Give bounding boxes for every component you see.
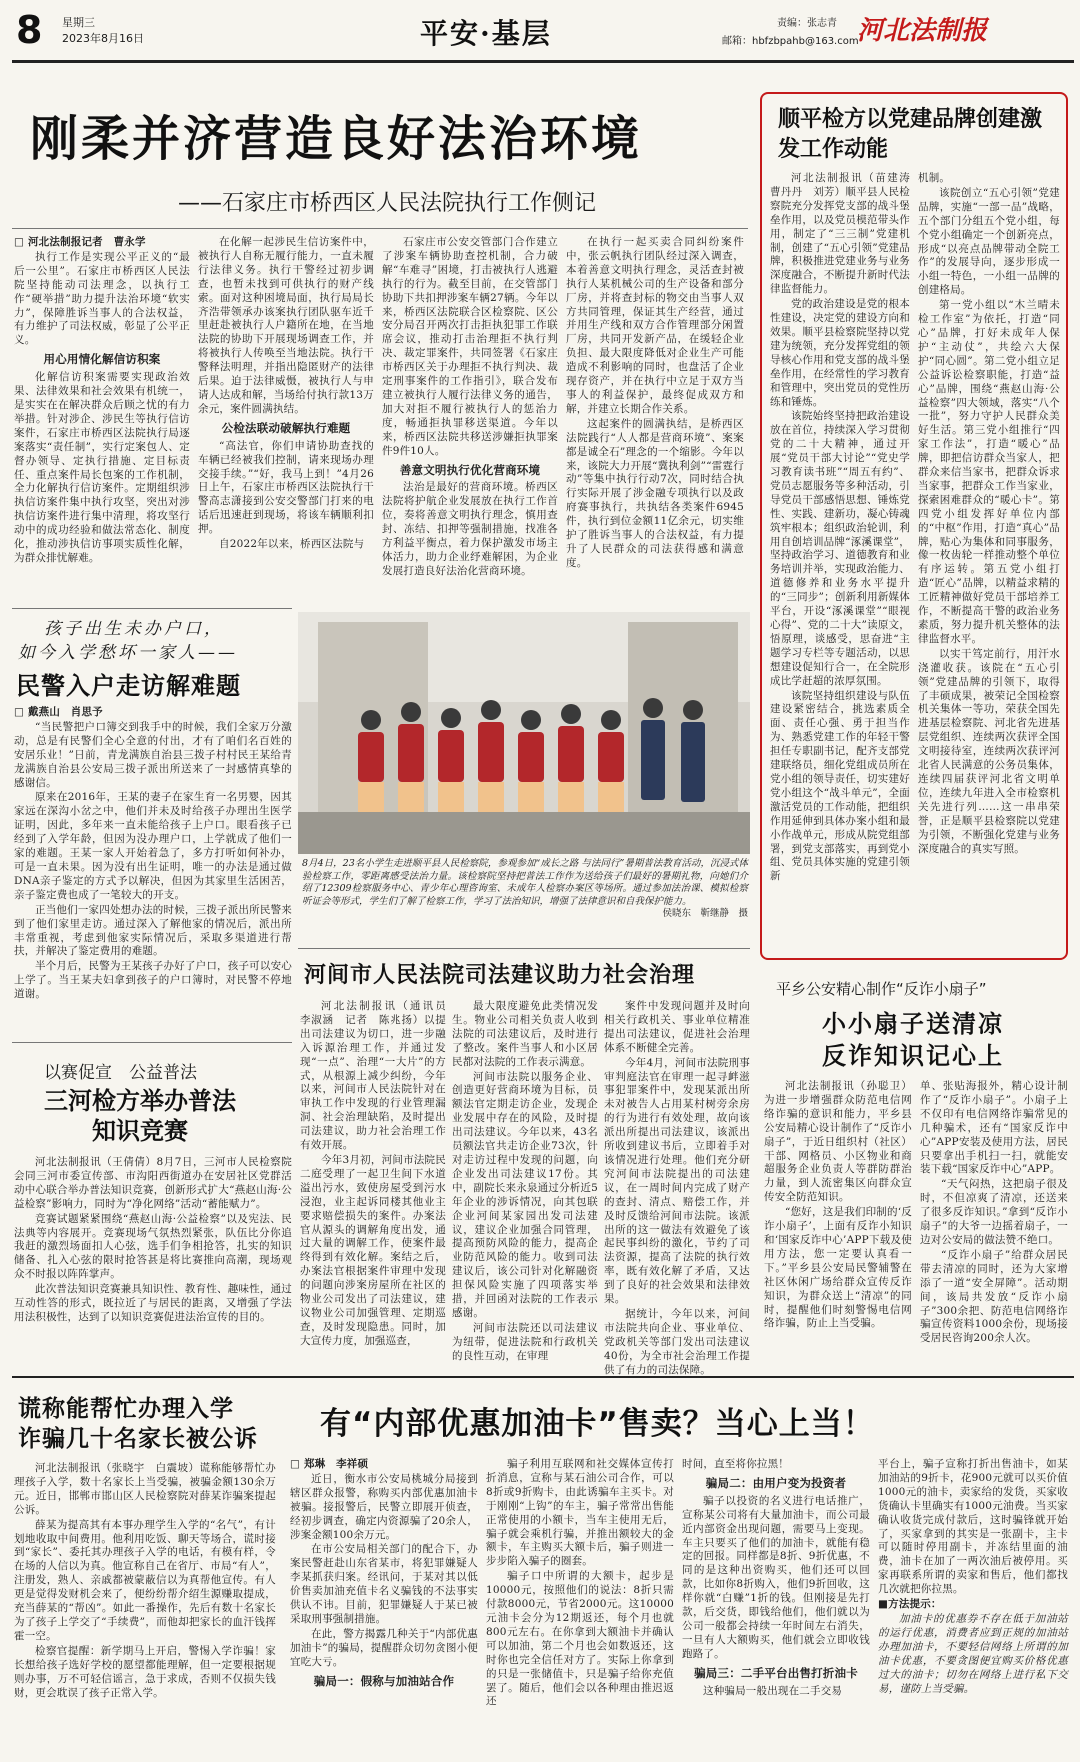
paragraph: 骗子利用互联网和社交媒体宣传打折消息，宣称与某石油公司合作，可以8折或9折购卡，由此诱骗车主买卡。对于刚刚“上钩”的车主，骗子常常出售能正常使用的小额卡，当车主使用无后，骗子就会乘机行骗，并推出额较大的金额卡，车主购买大额卡后，骗子则进一步步陷入骗子的圈套。: [486, 1458, 674, 1568]
paragraph: 在市公安局相关部门的配合下，办案民警赶赴山东省某市，将犯罪嫌疑人李某抓获归案。经讯问，于某对其以低价售卖加油充值卡名义骗钱的不法事实供认不讳。目前，犯罪嫌疑人于某已被采取刑事强制措施。: [290, 1543, 478, 1625]
paragraph: 石家庄市公安交管部门合作建立了涉案车辆协助查控机制，合力破解“车难寻”困境，打击被执行人逃避执行的行为。截至目前，在交管部门协助下共扣押涉案车辆27辆。今年以来，桥西区法院联合区检察院、区公安分局召开两次打击拒执犯罪工作联席会议，推动打击治理拒不执行判决、裁定罪案件，共同签署《石家庄市桥西区关于办理拒不执行判决、裁定刑事案件的工作指引》，联合发布建立被执行人履行法律义务的通告，加大对拒不履行被执行人的惩治力度，畅通拒执罪移送渠道。今年以来，桥西区法院共移送涉嫌拒执罪案件9件10人。: [382, 236, 558, 457]
sanhe-body: [14, 1156, 292, 1370]
fan-kicker: 平乡公安精心制作“反诈小扇子”: [776, 980, 987, 998]
paragraph: 平台上，骗子宣称打折出售油卡，如某加油站的9折卡，花900元就可以买价值1000元的油卡，卖家给的发货，买家收货确认卡里确实有1000元油费。当买家确认收货完成付款后，这时骗锋就开始了，买家拿到的其实是一张副卡，主卡可以随时停用副卡，并冻结里面的油费，油卡在加了一两次油后被停用。买家再联系所谓的卖家和售后，他们都找几次就把你拉黑。: [878, 1458, 1068, 1596]
section-title: 平安·基层: [420, 17, 552, 50]
fan-col-2: [920, 1080, 1068, 1370]
paragraph: 河北法制报讯（张晓宇 白震坡）谎称能够帮忙办理孩子入学，数十名家长上当受骗，被骗金额130余万元。近日，邯郸市邯山区人民检察院对薛某诈骗案提起公诉。: [14, 1462, 276, 1516]
gas-col-1: [290, 1458, 478, 1758]
school-title-2: 诈骗几十名家长被公诉: [18, 1426, 258, 1452]
logo-text: 河北法制报: [857, 16, 988, 46]
divider: [298, 948, 750, 949]
divider: [12, 228, 748, 229]
paragraph: 第一党小组以“木兰晴未检工作室”为依托，打造“同心”品牌，打好未成年人保护“主动仗”，共绘六大保护“同心圆”。第二党小组立足公益诉讼检察职能，打造“益心”品牌，围绕“燕赵山海·公益检察”四大领域，落实“八个一批”，努力守护人民群众美好生活。第三党小组推行“四家工作法”，打造“暖心”品牌，即把信访群众当家人，把群众来信当家书，把群众诉求当家事，把群众工作当家业，探索困难群众的“暖心卡”。第四党小组发挥好单位内部的“中枢”作用，打造“真心”品牌，贴心为集体和同事服务，像一枚齿轮一样推动整个单位有序运转。第五党小组打造“匠心”品牌，以精益求精的工匠精神做好党员干部培养工作，不断提高干警的政治业务素质，努力提升机关整体的法律监督水平。: [918, 299, 1060, 645]
sanhe-title: 三河检方举办普法知识竞赛: [44, 1087, 236, 1145]
paragraph: “您好，这是我们印制的‘反诈小扇子’，上面有反诈小知识和‘国家反诈中心’APP下载及使用方法，您一定要认真看一下。”平乡县公安局民警辅警在社区休闲广场给群众宣传反诈知识，为群众送上“清凉”的同时，提醒他们时刻警惕电信网络诈骗，防止上当受骗。: [764, 1206, 912, 1330]
hejian-col-3: [604, 1000, 750, 1376]
paragraph: 此次普法知识竞赛兼具知识性、教育性、趣味性，通过互动性答的形式，既拉近了与居民的距离，又增强了学法用法积极性，达到了以知识竞赛促进法治宣传的目的。: [14, 1283, 292, 1323]
page-number: 8: [16, 8, 43, 52]
paragraph: “当民警把户口簿交到我手中的时候，我们全家万分激动，总是有民警们全心全意的付出，才有了咱们名百姓的安居乐业！”日前，青龙满族自治县三拨子村村民王某给青龙满族自治县公安局三拨子派出所送来了一封感情真挚的感谢信。: [14, 720, 292, 789]
gas-col-2: [486, 1458, 674, 1758]
hukou-body: [14, 706, 292, 1036]
gas-col-4: [878, 1458, 1068, 1758]
paragraph: 化解信访积案需要实现政治效果、法律效果和社会效果有机统一，是实实在在解决群众后顾之忧的有力举措。针对涉企、涉民生等执行信访案件，石家庄市桥西区法院执行局逐案落实“责任制”，实行定案包人、定督办领导、定执行措施、定目标责任、重点案件局长包案的工作机制，全力化解执行信访案件。定期组织涉执信访案件集中执行攻坚，突出对涉执信访案件进行集中清理，将攻坚行动中的成功经验和做法常态化、制度化，推动涉执信访事项实质性化解，为群众排忧解难。: [14, 371, 190, 564]
paragraph: 半个月后，民警为王某孩子办好了户口，孩子可以安心上学了。当王某夫妇拿到孩子的户口簿时，对民警不停地道谢。: [14, 960, 292, 1001]
paragraph: 该院始终坚持把政治建设放在首位，持续深入学习贯彻党的二十大精神，通过开展“党员干部大讨论”“党史学习教育读书班”“周五有约”、党员志愿服务等多种活动，引导党员干部感悟思想、锤炼党性、实践、建新功，凝心铸魂筑牢根本；组织政治轮训，利用自创培训品牌“涿溪课堂”，坚持政治学习、道德教育和业务培训并举，实现政治能力、道德修养和业务水平提升的“三同步”；创新利用新媒体平台，开设“涿溪课堂”“眼视心得”、党的二十大”读原文，悟原理，谈感受，思奋进“主题学习专栏等专题活动，以思想建设促知行合一，在全院形成比学赶超的浓厚氛围。: [770, 410, 910, 687]
masthead: [12, 8, 1074, 58]
caption-text: 8月4日，23名小学生走进顺平县人民检察院，参观参加“成长之路 与法同行”暑期普法教育活动，沉浸式体验检察工作，零距离感受法治力量。该检察院坚持把普法工作作为送给孩子们最好的暑期礼物，向她们介绍了12309检察服务中心、青少年心理咨询室、未成年人检察办案区等场所。通过参加法治课、模拟检察听证会等形式，学生们了解了检察工作，学习了法治知识，增强了法律意识和自我保护能力。: [302, 858, 748, 907]
paragraph: 河北法制报讯（王倩倩）8月7日，三河市人民检察院会同三河市委宣传部、市沟阳西街道办在安居社区党群活动中心联合举办普法知识竞赛，创新形式扩大“燕赵山海·公益检察”影响力，同时为“净化网络”活动“蓄能赋力”。: [14, 1156, 292, 1210]
paragraph: 机制。: [918, 172, 951, 184]
subheading: 骗局二：由用户变为投资者: [705, 1475, 847, 1490]
subheading: 骗局一：假称与加油站合作: [313, 1673, 455, 1688]
paragraph: 原来在2016年，王某的妻子在家生育一名男婴，因其家远在深沟小岔之中，他们并未及时给孩子办理出生医学证明，因此，多年来一直未能给孩子上户口。眼看孩子已经到了入学年龄，但因为没办理户口，上学就成了他们一家的难题。王某一家人开始着急了，多方打听如何补办，可是一直未果。因为没有出生证明，唯一的办法是通过做DNA亲子鉴定的方式予以解决，但因为其家里生活困苦，亲子鉴定费也成了一笔较大的开支。: [14, 791, 292, 901]
fan-title-2: 反诈知识记心上: [822, 1042, 1004, 1070]
hejian-col-1: [300, 1000, 457, 1370]
paragraph: 检察官提醒：新学期马上开启，警惕入学诈骗！家长想给孩子选好学校的愿望都能理解，但一定要根据规则办事，万不可轻信谣言，急于求成，否则不仅损失钱财，更会耽误了孩子正常入学。: [14, 1644, 276, 1699]
paragraph: 该院创立“五心引领”党建品牌，实施“一部一品”战略，五个部门分组五个党小组，每个党小组确定一个创新亮点，形成“以亮点品牌带动全院工作”的发展导向，逐步形成一小组一特色，一小组一品牌的创建格局。: [918, 186, 1060, 297]
paragraph: 骗子口中所谓的大额卡，起步是10000元，按照他们的说法：8折只需付款8000元，节省2000元。这10000元油卡会分为12期返还，每个月也就800元左右。在你拿到大额油卡并确认可以加油，第二个月也会如数返还，这时你也完全信任对方了。实际上你拿到的只是一张储值卡，只是骗子给你充值罢了。随后，他们会以各种理由推迟返还: [486, 1570, 674, 1708]
shunping-col-1: [770, 172, 921, 954]
paragraph: 单、张贴海报外，精心设计制作了“反诈小扇子”。小扇子上不仅印有电信网络诈骗常见的几种骗术，还有“国家反诈中心”APP安装及使用方法，居民只要拿出手机扫一扫，就能安装下载“国家反诈中心”APP。: [920, 1080, 1068, 1176]
hukou-kicker-1: 孩子出生未办户口，: [44, 619, 224, 639]
divider: [12, 608, 292, 609]
hejian-title: 河间市人民法院司法建议助力社会治理: [304, 963, 696, 988]
paragraph: 党的政治建设是党的根本性建设，决定党的建设方向和效果。顺平县检察院坚持以党建为统领，充分发挥党组的领导核心作用和党支部的战斗堡垒作用，在经常性的学习教育和管理中，突出党员的党性历练和锤炼。: [770, 298, 910, 408]
paragraph: 法治是最好的营商环境。桥西区法院将护航企业发展放在执行工作首位，奏将善意文明执行理念，慎用查封、冻结、扣押等强制措施，找准各方利益平衡点，着力保护激发市场主体活力，助力企业纾难解困，为企业发展打造良好法治化营商环境。: [382, 481, 558, 577]
news-photo: [298, 612, 750, 854]
gas-title: 有“内部优惠加油卡”售卖？当心上当！: [320, 1406, 875, 1442]
tips-heading: ■方法提示：: [878, 1598, 942, 1611]
masthead-rule: [12, 60, 1074, 63]
bottom-rule: [12, 1376, 1074, 1378]
divider: [12, 1042, 292, 1043]
paragraph: 薛某为提高其有本事办理学生入学的“名气”，有计划地收取中间费用。他利用吃饭、聊天等场合，谎时接到“家长”、委托其办理孩子入学的电话，有模有样，令在场的人信以为真。他宣称自己在省厅、市局“有人”，注册发，熟人、亲戚都被蒙蔽信以为真帮他宣传。有人更是觉得发财机会来了，便纷纷帮介绍生源赚取提成，充当薛某的“帮凶”。如此一番操作，先后有数十名家长为了孩子上学交了“手续费”，而他却把家长的血汗钱挥霍一空。: [14, 1518, 276, 1642]
paragraph: 在化解一起涉民生信访案件中，被执行人自称无履行能力，一直未履行法律义务。执行干警经过初步调查，也暂未找到可供执行的财产线索。面对这种困境局面，执行局局长齐浩带领承办该案执行团队驱车近千里赶赴被执行人户籍所在地，在当地法院的协助下开展现场调查工作，并将被执行人传唤至当地法院。执行干警释法明理，并指出隐匿财产的法律后果。迫于法律威慑，被执行人与申请人达成和解，当场给付执行款13万余元，案件圆满执结。: [198, 236, 374, 415]
paragraph: 以实干笃定前行，用汗水浇灌收获。该院在“五心引领”党建品牌的引领下，取得了丰硕成果，被荣记全国检察机关集体一等功，荣获全国先进基层检察院、河北省先进基层党组织、连续两次获评全国文明接待室，连续两次获评河北省人民满意的公务员集体，连续四届获评河北省文明单位，连续九年进入全市检察机关先进行列……这一串串荣誉，正是顺平县检察院以党建为引领，不断强化党建与业务深度融合的真实写照。: [918, 647, 1060, 855]
lead-col-3: [382, 236, 558, 602]
subheading: 骗局三：二手平台出售打折油卡: [694, 1665, 858, 1680]
paragraph: 案件中发现问题并及时向相关行政机关、事业单位精准提出司法建议，促进社会治理体系不断健全完善。: [604, 1000, 750, 1054]
newspaper-logo: [857, 10, 1072, 48]
lead-col-4: [566, 236, 744, 602]
paragraph: 骗子以投资的名义进行电话推广，宣称某公司将有大量加油卡，而公司最近内部资金出现问题，需要马上变现。车主只要买了他们的加油卡，就能有稳定的回报。同样都是8折、9折优惠，不同的是这种出资购买，他们还可以回款，比如你8折购入，他们9折回收，这样你就“白赚”1折的钱。但刚接是先打款，后交货，即钱给他们，他们就以为公司一般都会持续一年时间左右消失，一旦有人大额购买，他们就会立即收钱跑路了。: [682, 1494, 870, 1660]
fan-col-1: [764, 1080, 912, 1370]
school-body: [14, 1462, 276, 1758]
fan-title-1: 小小扇子送清凉: [822, 1010, 1004, 1038]
lead-title: 刚柔并济营造良好法治环境: [30, 111, 643, 167]
photo-caption: [302, 858, 748, 932]
lead-col-1: [14, 236, 190, 602]
paragraph: 在执行一起买卖合同纠纷案件中，张云帆执行团队经过深入调查，本着善意文明执行理念，灵活查封被执行人某机械公司的生产设备和部分厂房，并将查封标的物交由当事人双方共同管理，保证其生产经营，通过并用生产线和双方合作管理部分闲置厂房，共同开发新产品，在缓轻企业负担、最大限度降低对企业生产可能造成不利影响的同时，也盘活了企业现存资产，并在执行中立足于双方当事人的利益保护，最终促成双方和解，并建立长期合作关系。: [566, 236, 744, 415]
paragraph: 河间市法院以服务企业、创造更好营商环境为目标，员额法官定期走访企业，发现企业发展中存在的风险，及时提出司法建议。今年以来，43名员额法官共走访企业73次，针对走访过程中发现的问题，向企业发出司法建议17份。其中，副院长来永泉通过分析近5年企业的涉诉情况，向其包联企业河间某家园出发司法建议，建议企业加强合同管理，提高预防风险的能力，提高企业防范风险的能力。收到司法建议后，该公司针对化解融资担保风险实施了四项落实举措，并回函对法院的工作表示感谢。: [452, 1070, 598, 1319]
paragraph: 河北法制报讯（苗建涛 曹丹丹 刘芳）顺平县人民检察院充分发挥党支部的战斗堡垒作用，以及党员模范带头作用，制定了“三三制”党建机制，创建了“五心引领”党建品牌，积极推进党建业务与业务深度融合，不断提升新时代法律监督能力。: [770, 172, 921, 296]
students-photo-image: [298, 612, 750, 854]
lead-col-2: [198, 236, 374, 602]
paragraph: 竞赛试题紧紧围绕“燕赵山海·公益检察”以及宪法、民法典等内容展开。竞赛现场气氛热烈紧张，队伍比分你追我赶的激烈场面扣人心弦，选手们争相抢答，扎实的知识储备、扎入心弦的限时抢答甚是将比赛推向高潮，现场观众不时报以阵阵掌声。: [14, 1212, 292, 1281]
paragraph: “反诈小扇子”给群众居民带去清凉的同时，还为大家增添了一道“安全屏障”。活动期间，该局共发放“反诈小扇子”300余把、防范电信网络诈骗宣传资料1000余份，现场接受居民咨询200余人次。: [920, 1248, 1068, 1345]
sanhe-kicker: 以赛促宣 公益普法: [44, 1063, 197, 1083]
paragraph: 加油卡的优惠券不存在低于加油站的运行优惠，消费者应到正规的加油站办理加油卡，不要轻信网络上所谓的加油卡优惠，不要贪图便宜购买价格优惠过大的油卡；切勿在网络上进行私下交易，谨防上当受骗。: [878, 1612, 1068, 1695]
subheading: 善意文明执行优化营商环境: [399, 462, 541, 477]
hukou-byline: □ 戴燕山 肖思予: [14, 706, 103, 718]
paragraph: 在此，警方揭露几种关于“内部优惠加油卡”的骗局，提醒群众切勿贪图小便宜吃大亏。: [290, 1627, 478, 1668]
gas-byline: □ 郑琳 李祥硕: [290, 1458, 369, 1470]
paragraph: 这种骗局一般出现在二手交易: [703, 1684, 843, 1697]
date: 2023年8月16日: [62, 32, 144, 45]
hukou-kicker-2: 如今入学愁坏一家人——: [18, 643, 238, 663]
paragraph: 该院坚持组织建设与队伍建设紧密结合，挑选素质全面、责任心强、勇于担当作为、熟悉党建工作的年轻干警担任专职副书记，配齐支部党建联络员，细化党组成员所在党小组的领导责任，切实建好党小组这个“战斗单元”，全面激活党员的工作动能，把组织作用延伸到具体办案小组和最小作战单元，形成从院党组部署，到党支部落实，再到党小组、党员具体实施的党建引领新: [770, 689, 910, 883]
shunping-box: [760, 92, 1068, 960]
paragraph: 河间市法院还以司法建议为纽带，促进法院和行政机关的良性互动，在审理: [452, 1321, 598, 1362]
paragraph: “高法官，你们申请协助查找的车辆已经被我们控制，请来现场办理交接手续。”“好，我马上到！”4月26日上午，石家庄市桥西区法院执行干警高志潇接到公安交警部门打来的电话后迅速赶到现场，将该车辆顺利扣押。: [198, 439, 374, 536]
paragraph: 最大限度避免此类情况发生。物业公司相关负责人收到法院的司法建议后，及时进行了整改。案件当事人和小区居民都对法院的工作表示满意。: [452, 1000, 598, 1068]
paragraph: 近日，衡水市公安局桃城分局接到辖区群众报警，称购买内部优惠加油卡被骗。接报警后，民警立即展开侦查，经初步调查，确定内资源骗了20余人，涉案金额100余万元。: [290, 1472, 478, 1541]
subheading: 公检法联动破解执行难题: [221, 420, 351, 435]
email: 邮箱：hbfzbpahb@163.com: [722, 36, 859, 47]
editor: 责编：张志青: [777, 18, 837, 29]
weekday: 星期三: [62, 16, 95, 29]
paragraph: 时间，直至将你拉黑！: [682, 1458, 789, 1470]
paragraph: “天气闷热，这把扇子很及时，不但凉爽了清凉，还送来了很多反诈知识。”拿到“反诈小扇子”的大爷一边摇着扇子，一边对公安局的做法赞不绝口。: [920, 1178, 1068, 1246]
shunping-col-2: [918, 172, 1060, 954]
hukou-title: 民警入户走访解难题: [16, 672, 241, 700]
paragraph: 正当他们一家四处想办法的时候，三拨子派出所民警来到了他们家里走访。通过深入了解他家的情况后，派出所丰常重视，考虑到他家实际情况后，采取多渠道进行帮扶，并解决了鉴定费用的难题。: [14, 903, 292, 958]
gas-col-3: [682, 1458, 870, 1758]
paragraph: 河北法制报讯（通讯员 李淑涵 记者 陈兆扬）以提出司法建议为切口，进一步融入诉源治理工作，并通过发现“一点”、治理“一大片”的方式，从根源上减少纠纷，今年以来，河间市人民法院针对在审执工作中发现的行业管理漏洞、社会治理缺陷，及时提出司法建议，助力社会治理工作有效开展。: [300, 1000, 457, 1152]
paragraph: 执行工作是实现公平正义的“最后一公里”。石家庄市桥西区人民法院坚持能动司法理念，以执行工作“硬举措”助力提升法治环境“软实力”，保障胜诉当事人的合法权益，有力维护了司法权威，彰显了公平正义。: [14, 250, 190, 347]
school-title-1: 谎称能帮忙办理入学: [18, 1396, 234, 1422]
paragraph: 这起案件的圆满执结，是桥西区法院践行“人人都是营商环境”、案案都是诚全石”理念的一个缩影。今年以来，该院大力开展“冀执利剑”“雷霆行动”等集中执行行动7次，同时结合执行实际开展了涉金融专项执行以及政府赛事执行，共执结各类案件6945件，执行到位金额11亿余元，切实维护了胜诉当事人的合法权益，有力提升了人民群众的司法获得感和满意度。: [566, 417, 744, 569]
photo-credit: 侯晓东 靳继静 摄: [662, 908, 748, 919]
paragraph: 自2022年以来，桥西区法院与: [219, 538, 365, 551]
paragraph: 河北法制报讯（孙聪卫）为进一步增强群众防范电信网络诈骗的意识和能力，平乡县公安局精心设计制作了“反诈小扇子”，于近日组织村（社区）干部、网格员、小区物业和商超服务企业负责人等群防群治力量，到人流密集区向群众宣传安全防范知识。: [764, 1080, 912, 1204]
lead-byline: □ 河北法制报记者 曹永学: [14, 236, 146, 248]
paragraph: 今年4月，河间市法院刑事审判庭法官在审理一起寻衅滋事犯罪案件中，发现某派出所未对被告人占用某村树旁余房的行为进行有效处理，故向该派出所提出司法建议，该派出所收到建议书后，立即着手对该情况进行处理。他们充分研究河间市法院提出的司法建议，在一周时间内完成了财产的查封、清点、赔偿工作，并及时反馈给河间市法院。该派出所的这一做法有效避免了该起民事纠纷的激化，节约了司法资源，提高了法院的执行效率，既有效化解了矛盾，又达到了良好的社会效果和法律效果。: [604, 1056, 750, 1306]
subheading: 用心用情化解信访积案: [43, 352, 161, 367]
hejian-col-2: [452, 1000, 598, 1370]
paragraph: 今年3月初，河间市法院民二庭受理了一起卫生间下水道溢出污水，致使房屋受到污水浸泡，业主起诉同楼其他业主要求赔偿损失的案件。办案法官从源头的调解角度出发，通过大量的调解工作，使案件最终得到有效化解。案结之后，办案法官根据案件审理中发现的问题向涉案房屋所在社区的物业公司发出了司法建议，建议物业公司加强管理、定期巡查，及时发现隐患。同时，加大宣传力度，加强巡查，: [300, 1153, 446, 1347]
lead-subtitle: ——石家庄市桥西区人民法院执行工作侧记: [178, 191, 597, 216]
paragraph: 据统计，今年以来，河间市法院共向企业、事业单位、党政机关等部门发出司法建议40份，为全市社会治理工作提供了有力的司法保障。: [604, 1307, 750, 1376]
shunping-title: 顺平检方以党建品牌创建激发工作动能: [778, 106, 1043, 162]
